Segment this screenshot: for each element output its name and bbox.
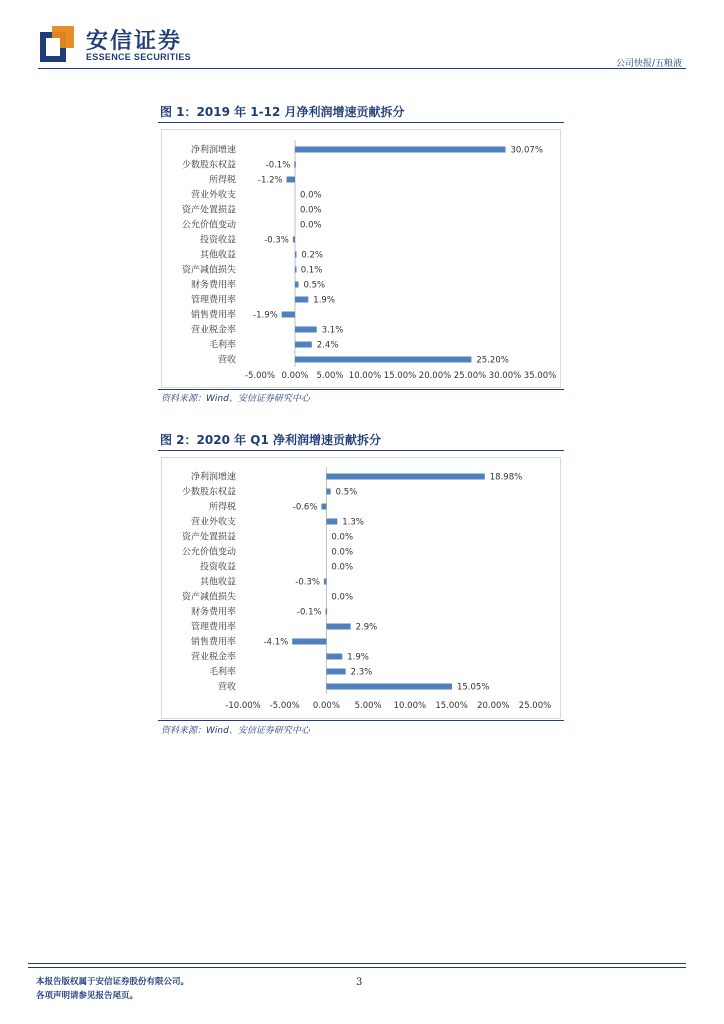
category-label: 毛利率 bbox=[208, 667, 236, 678]
category-label: 资产处置损益 bbox=[181, 532, 236, 543]
category-label: 公允价值变动 bbox=[181, 220, 236, 231]
x-tick-label: 10.00% bbox=[348, 371, 382, 381]
data-label: 0.1% bbox=[300, 265, 323, 276]
data-label: 2.4% bbox=[316, 340, 339, 351]
category-label: 管理费用率 bbox=[190, 622, 236, 633]
data-label: 30.07% bbox=[510, 145, 543, 156]
figure-2-source-rule bbox=[158, 720, 564, 721]
bar bbox=[292, 639, 326, 645]
bar bbox=[295, 357, 471, 363]
footer-divider-thin bbox=[28, 967, 686, 968]
x-tick-label: 35.00% bbox=[523, 371, 557, 381]
data-label: 0.0% bbox=[300, 220, 322, 231]
category-label: 其他收益 bbox=[199, 250, 236, 261]
data-label: 18.98% bbox=[489, 472, 523, 483]
figure-2-title: 图 2：2020 年 Q1 净利润增速贡献拆分 bbox=[160, 433, 382, 447]
bar bbox=[326, 669, 345, 675]
category-label: 销售费用率 bbox=[190, 637, 236, 648]
data-label: 1.9% bbox=[347, 652, 369, 663]
data-label: 0.0% bbox=[331, 562, 354, 573]
figure-2-chart bbox=[161, 457, 561, 719]
category-label: 管理费用率 bbox=[190, 295, 236, 306]
data-label: 2.9% bbox=[355, 622, 378, 633]
category-label: 净利润增速 bbox=[190, 472, 236, 483]
bar bbox=[326, 474, 484, 480]
category-label: 营业税金率 bbox=[190, 652, 236, 663]
x-tick-label: 15.00% bbox=[383, 371, 417, 381]
x-tick-label: 25.00% bbox=[453, 371, 487, 381]
figure-1-chart-svg bbox=[162, 130, 560, 387]
data-label: 2.3% bbox=[350, 667, 373, 678]
bar bbox=[295, 327, 317, 333]
category-label: 资产减值损失 bbox=[181, 265, 236, 276]
page-number: 3 bbox=[356, 977, 363, 988]
data-label: -0.1% bbox=[265, 160, 291, 171]
data-label: -0.3% bbox=[295, 577, 320, 588]
category-label: 投资收益 bbox=[199, 562, 236, 573]
data-label: 0.0% bbox=[331, 592, 354, 603]
category-label: 公允价值变动 bbox=[181, 547, 236, 558]
data-label: -0.1% bbox=[296, 607, 322, 618]
x-tick-label: 30.00% bbox=[488, 371, 522, 381]
category-label: 少数股东权益 bbox=[181, 487, 236, 498]
figure-1-source: 资料来源：Wind、安信证券研究中心 bbox=[161, 394, 310, 404]
x-tick-label: 20.00% bbox=[477, 701, 510, 711]
category-label: 净利润增速 bbox=[190, 145, 236, 156]
bar bbox=[293, 237, 295, 243]
bar bbox=[321, 504, 326, 510]
data-label: 25.20% bbox=[476, 355, 509, 366]
data-label: -1.9% bbox=[253, 310, 278, 321]
footer-disclaimer: 各项声明请参见报告尾页。 bbox=[36, 991, 139, 1001]
data-label: 0.0% bbox=[331, 547, 354, 558]
category-label: 财务费用率 bbox=[190, 280, 236, 291]
category-label: 财务费用率 bbox=[190, 607, 236, 618]
data-label: -0.3% bbox=[264, 235, 289, 246]
bar bbox=[295, 282, 299, 288]
data-label: 0.5% bbox=[303, 280, 326, 291]
figure-1-title: 图 1：2019 年 1-12 月净利润增速贡献拆分 bbox=[160, 105, 405, 119]
footer-divider bbox=[28, 963, 686, 964]
bar bbox=[295, 147, 505, 153]
logo-chinese-name: 安信证券 bbox=[86, 29, 183, 54]
x-tick-label: -10.00% bbox=[225, 701, 261, 711]
bar bbox=[294, 162, 296, 168]
report-type-label: 公司快报/五粮液 bbox=[615, 59, 682, 69]
data-label: -1.2% bbox=[257, 175, 283, 186]
bar bbox=[282, 312, 295, 318]
x-tick-label: 5.00% bbox=[354, 701, 382, 711]
data-label: 3.1% bbox=[321, 325, 344, 336]
figure-1-title-rule bbox=[158, 122, 564, 123]
x-tick-label: 0.00% bbox=[312, 701, 340, 711]
x-tick-label: 0.00% bbox=[281, 371, 309, 381]
category-label: 资产减值损失 bbox=[181, 592, 236, 603]
figure-1-chart bbox=[161, 129, 561, 388]
category-label: 毛利率 bbox=[208, 340, 236, 351]
x-tick-label: -5.00% bbox=[269, 701, 300, 711]
category-label: 所得税 bbox=[208, 502, 236, 513]
category-label: 营业外收支 bbox=[190, 190, 236, 201]
bar bbox=[326, 609, 328, 615]
figure-1-source-rule bbox=[158, 389, 564, 390]
bar bbox=[287, 177, 295, 183]
category-label: 资产处置损益 bbox=[181, 205, 236, 216]
figure-2-source: 资料来源：Wind、安信证券研究中心 bbox=[161, 726, 310, 736]
bar bbox=[326, 684, 452, 690]
x-tick-label: 15.00% bbox=[435, 701, 468, 711]
data-label: 0.2% bbox=[301, 250, 324, 261]
data-label: 1.3% bbox=[342, 517, 364, 528]
category-label: 营业税金率 bbox=[190, 325, 236, 336]
x-tick-label: 25.00% bbox=[518, 701, 552, 711]
data-label: -4.1% bbox=[263, 637, 289, 648]
bar bbox=[326, 624, 350, 630]
category-label: 少数股东权益 bbox=[181, 160, 236, 171]
x-tick-label: -5.00% bbox=[244, 371, 276, 381]
category-label: 营收 bbox=[217, 682, 236, 693]
data-label: 15.05% bbox=[456, 682, 490, 693]
category-label: 所得税 bbox=[208, 175, 236, 186]
bar bbox=[326, 519, 337, 525]
bar bbox=[324, 579, 327, 585]
category-label: 投资收益 bbox=[199, 235, 236, 246]
x-tick-label: 20.00% bbox=[418, 371, 452, 381]
category-label: 销售费用率 bbox=[190, 310, 236, 321]
data-label: 0.0% bbox=[300, 205, 322, 216]
x-tick-label: 10.00% bbox=[393, 701, 427, 711]
bar bbox=[295, 267, 297, 273]
data-label: -0.6% bbox=[292, 502, 318, 513]
essence-logo-icon bbox=[40, 26, 74, 62]
figure-2-title-rule bbox=[158, 450, 564, 451]
bar bbox=[326, 489, 330, 495]
header-divider bbox=[38, 68, 686, 69]
data-label: 1.9% bbox=[313, 295, 335, 306]
bar bbox=[295, 297, 308, 303]
data-label: 0.0% bbox=[300, 190, 322, 201]
data-label: 0.5% bbox=[335, 487, 358, 498]
category-label: 其他收益 bbox=[199, 577, 236, 588]
category-label: 营业外收支 bbox=[190, 517, 236, 528]
bar bbox=[326, 654, 342, 660]
figure-2-chart-svg bbox=[162, 458, 560, 718]
x-tick-label: 5.00% bbox=[316, 371, 344, 381]
logo-english-name: ESSENCE SECURITIES bbox=[86, 52, 191, 62]
footer-copyright: 本报告版权属于安信证券股份有限公司。 bbox=[36, 977, 190, 987]
category-label: 营收 bbox=[217, 355, 236, 366]
bar bbox=[295, 342, 312, 348]
bar bbox=[295, 252, 297, 258]
data-label: 0.0% bbox=[331, 532, 354, 543]
